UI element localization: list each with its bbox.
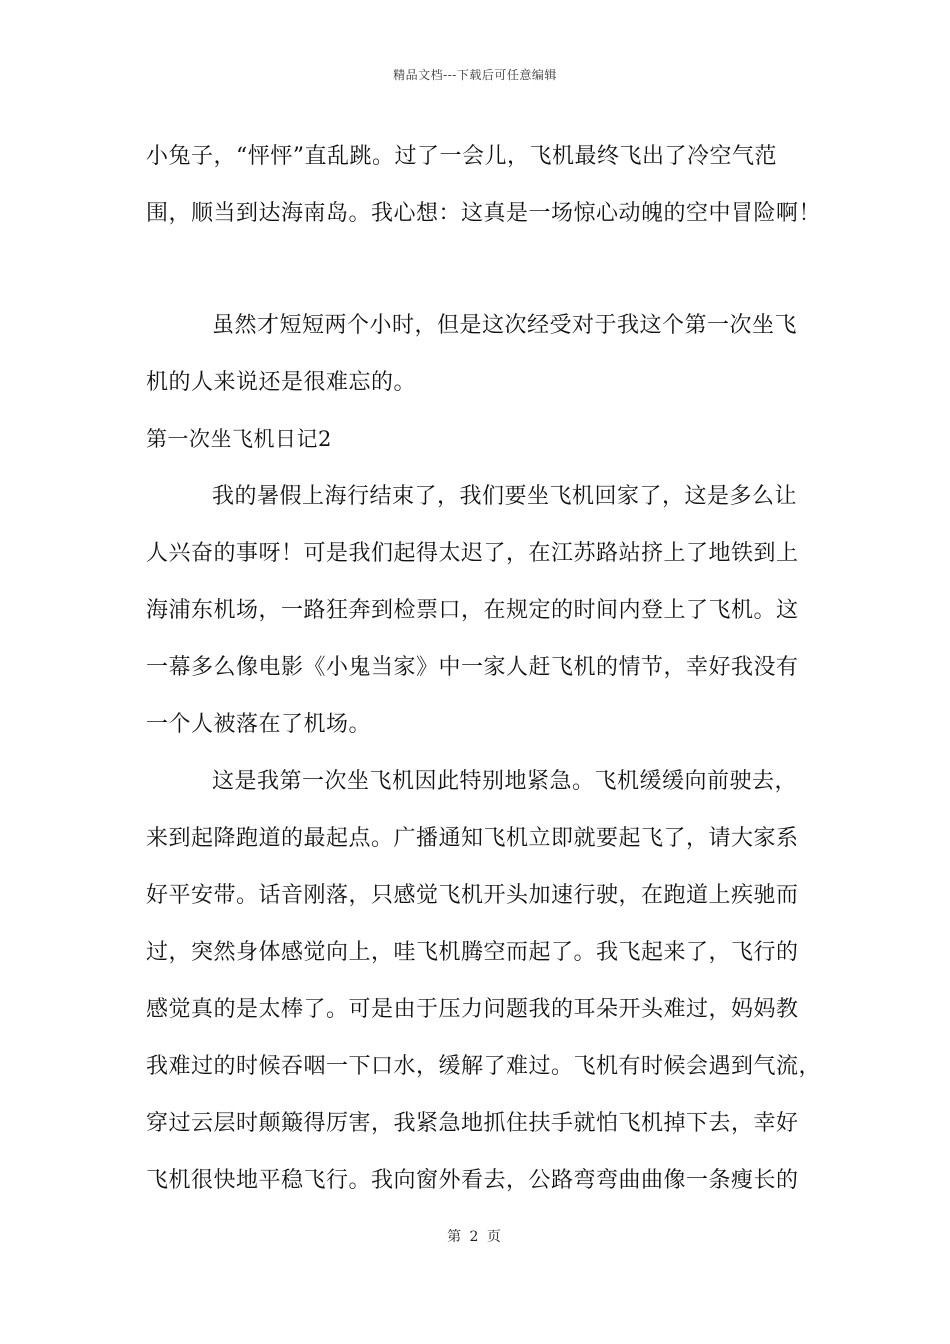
text-line: 感觉真的是太棒了。可是由于压力问题我的耳朵开头难过，妈妈教 bbox=[146, 997, 799, 1022]
paragraph-flight bbox=[146, 753, 826, 1209]
text-line: 机的人来说还是很难忘的。 bbox=[146, 370, 417, 395]
text-line: 一幕多么像电影《小鬼当家》中一家人赶飞机的情节，幸好我没有 bbox=[146, 655, 799, 680]
text-line: 小兔子，“怦怦”直乱跳。过了一会儿，飞机最终飞出了冷空气范 bbox=[146, 144, 777, 169]
text-line: 虽然才短短两个小时，但是这次经受对于我这个第一次坐飞 bbox=[212, 313, 798, 338]
page-header: 精品文档---下载后可任意编辑 bbox=[393, 68, 557, 82]
paragraph-intro bbox=[146, 468, 826, 753]
paragraph-summary bbox=[146, 297, 826, 411]
text-line: 这是我第一次坐飞机因此特别地紧急。飞机缓缓向前驶去， bbox=[212, 769, 798, 794]
text-line: 我的暑假上海行结束了，我们要坐飞机回家了，这是多么让 bbox=[212, 484, 798, 509]
text-line: 好平安带。话音刚落，只感觉飞机开头加速行驶，在跑道上疾驰而 bbox=[146, 883, 799, 908]
text-line: 我难过的时候吞咽一下口水，缓解了难过。飞机有时候会遇到气流， bbox=[146, 1054, 822, 1079]
text-line: 人兴奋的事呀！可是我们起得太迟了，在江苏路站挤上了地铁到上 bbox=[146, 541, 799, 566]
section-heading: 第一次坐飞机日记2 bbox=[146, 427, 332, 451]
text-line: 飞机很快地平稳飞行。我向窗外看去，公路弯弯曲曲像一条瘦长的 bbox=[146, 1168, 799, 1193]
document-body bbox=[146, 128, 826, 1209]
text-line: 一个人被落在了机场。 bbox=[146, 712, 372, 737]
paragraph-gap bbox=[146, 242, 826, 297]
text-line: 海浦东机场，一路狂奔到检票口，在规定的时间内登上了飞机。这 bbox=[146, 598, 799, 623]
page-number: 第 2 页 bbox=[447, 1229, 503, 1245]
text-line: 穿过云层时颠簸得厉害，我紧急地抓住扶手就怕飞机掉下去，幸好 bbox=[146, 1111, 799, 1136]
paragraph-continued bbox=[146, 128, 826, 242]
text-line: 来到起降跑道的最起点。广播通知飞机立即就要起飞了，请大家系 bbox=[146, 826, 799, 851]
text-line: 过，突然身体感觉向上，哇飞机腾空而起了。我飞起来了，飞行的 bbox=[146, 940, 799, 965]
text-line: 围，顺当到达海南岛。我心想：这真是一场惊心动魄的空中冒险啊！ bbox=[146, 201, 822, 226]
